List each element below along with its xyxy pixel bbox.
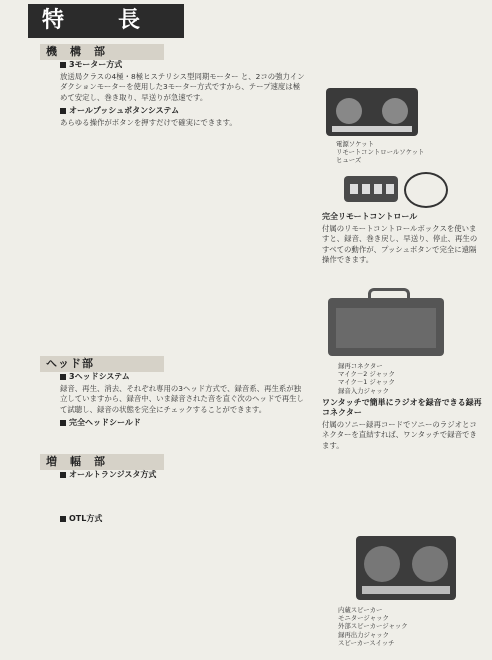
label-ext-speaker-jack: 外部スピーカージャック [338,622,408,631]
pushbutton-text: あらゆる操作がボタンを押すだけで確実にできます。 [60,118,237,127]
remote-title: 完全リモートコントロール [322,212,418,221]
square-bullet-icon [60,108,66,114]
power-socket-labels [336,140,424,165]
speaker-labels [338,606,408,647]
head-system-subheading: 3ヘッドシステム [60,372,130,382]
head-system-text: 録音、再生、消去、それぞれ専用の3ヘッド方式で、録音系、再生系が独立していますから、録音中、いま録音された音を直ぐ次のヘッドで再生して試聴し、録音の状態を完全にチェックすることができます。 [60,384,304,414]
section-heading-head: ヘッド部 [40,356,164,372]
label-mic2-jack: マイク－2 ジャック [338,370,395,379]
remote-cable [404,172,448,208]
label-remote-socket: リモートコントロールソケット [336,148,425,157]
tape-recorder-top-photo [326,88,418,136]
remote-control-photo [344,176,398,202]
label-speaker-switch: スピーカースイッチ [338,638,395,647]
motor-subheading: 3モーター方式 [60,60,122,70]
label-connector: 録再コネクター [338,362,383,370]
section-heading-mechanism: 機 構 部 [40,44,164,60]
tape-recorder-front-photo [356,536,456,600]
label-internal-speaker: 内蔵スピーカー [338,606,383,614]
page-title: 特 長 [42,8,157,33]
section-heading-amplifier: 増 幅 部 [40,454,164,470]
connector-title: ワンタッチで簡単にラジオを録音できる録再コネクター [322,398,482,417]
pushbutton-subheading: オールプッシュボタンシステム [60,106,179,116]
head-shield-subheading: 完全ヘッドシールド [60,418,141,428]
label-rec-input-jack: 録音入力ジャック [338,386,389,395]
otl-subheading: OTL方式 [60,514,102,524]
label-mic1-jack: マイク－1 ジャック [338,378,395,387]
label-rec-output-jack: 録再出力ジャック [338,630,389,639]
motor-text: 放送局クラスの4極・8極ヒステリシス型同期モーター と、2コの強力インダクションモーターを使用した3モーター方式ですから、テープ速度は極めて安定し、巻き取り、早送りが急速です。 [60,72,305,102]
label-monitor-jack: モニタージャック [338,614,389,623]
label-power-socket: 電源ソケット [336,140,374,148]
square-bullet-icon [60,420,66,426]
transistor-subheading: オールトランジスタ方式 [60,470,156,480]
label-fuse: ヒューズ [336,156,362,165]
square-bullet-icon [60,62,66,68]
connector-text: 付属のソニー録再コードでソニーのラジオとコネクターを直結すれば、ワンタッチで録音できます。 [322,420,477,450]
remote-text: 付属のリモートコントロールボックスを使いますと、録音、巻き戻し、早送り、停止、再生のすべての動作が、プッシュボタンで完全に遠隔操作できます。 [322,224,478,264]
connector-labels [338,362,395,395]
square-bullet-icon [60,374,66,380]
square-bullet-icon [60,472,66,478]
tape-recorder-case-photo [328,298,444,356]
square-bullet-icon [60,516,66,522]
